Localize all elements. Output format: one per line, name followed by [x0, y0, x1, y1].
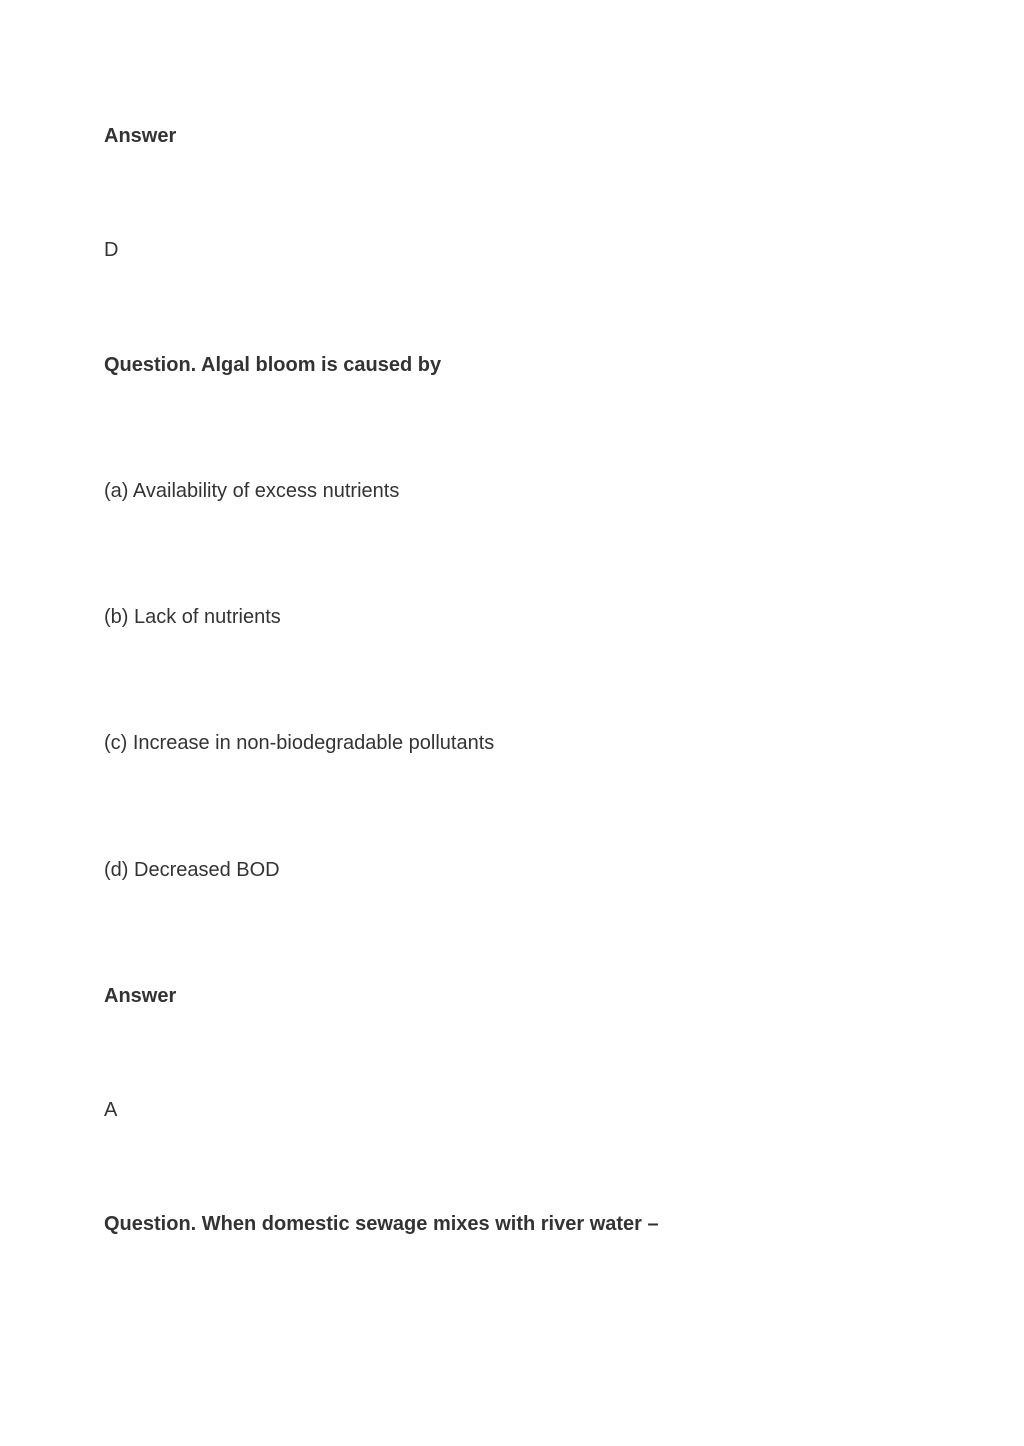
question-text: Question. When domestic sewage mixes with river water – — [104, 1213, 659, 1235]
answer-value: D — [104, 239, 119, 261]
option-d: (d) Decreased BOD — [104, 859, 280, 881]
option-b: (b) Lack of nutrients — [104, 606, 281, 628]
option-c: (c) Increase in non-biodegradable pollutants — [104, 732, 495, 754]
answer-value: A — [104, 1099, 118, 1121]
answer-heading: Answer — [104, 125, 177, 147]
answer-heading: Answer — [104, 985, 177, 1007]
question-text: Question. Algal bloom is caused by — [104, 354, 442, 376]
option-a: (a) Availability of excess nutrients — [104, 480, 400, 502]
